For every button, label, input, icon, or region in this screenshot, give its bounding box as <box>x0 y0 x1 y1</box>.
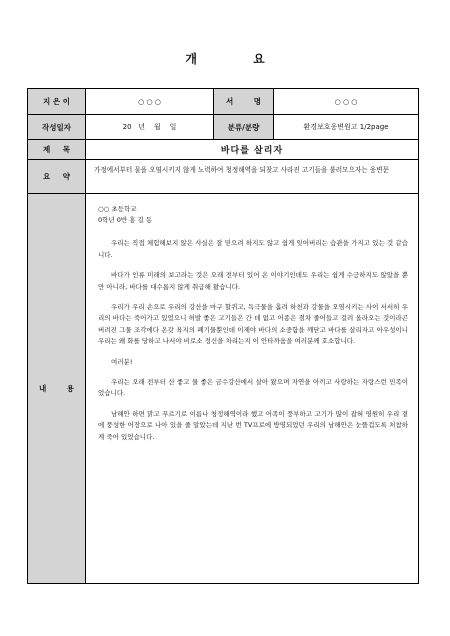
paragraph: 여러분! <box>111 357 133 366</box>
date-value: 20 년 월 일 <box>86 115 214 139</box>
outline-form <box>27 88 419 584</box>
subject-label: 제 목 <box>28 140 86 159</box>
paragraph: 바다가 인류 미래의 보고라는 것은 오래 전부터 있어 온 이야기인데도 우리는 쉽게 수긍하지도 않았을 뿐만 아니라, 바다를 대수롭지 않게 취급해 왔습니다. <box>98 271 408 291</box>
summary-label: 요 약 <box>28 160 86 193</box>
school-name: ○○ 초등학교 <box>98 205 137 213</box>
signature-value: ○ ○ ○ <box>334 97 358 106</box>
paragraph: 남해안 하면 맑고 푸르기로 이름나 청정해역이라 했고 어족이 풍부하고 고기가 많이 잡혀 영원히 우리 곁에 풍성한 어장으로 나아 있을 줄 알았는데 지난 번 TV프로에 방영되었던 우리의 남해안은 눈뜰겁도록 처참하게 죽어 있었습니다. <box>98 410 408 441</box>
paragraph: 우리가 우리 손으로 우리의 강산을 마구 할퀴고, 독극물을 흘려 하천과 강물을 오염시키는 사이 서서히 우리의 바다는 죽어가고 있었으니 허발 좋은 고기들은 간 데 없고 어종은 점차 줄어들고 걸려 올라오는 것이라곤 버려진 그물 조각에다 온갖 육지의 폐기물뿐인데 이제야 바다의 소중함을 깨닫고 바다를 살리자고 아우성이니 우리는 왜 화를 당하고 나서야 비로소 정신을 차리는지 이 안타까움을 여러분께 호소합니다. <box>98 303 408 345</box>
category-label: 분류/분량 <box>214 115 274 139</box>
content-body <box>86 194 418 583</box>
paragraph: 우리는 직접 체험해보지 않은 사실은 잘 믿으려 하지도 않고 쉽게 잊어버리는 습관을 가지고 있는 것 같습니다. <box>98 239 408 259</box>
student-name: 0학년 0반 홍 길 동 <box>98 216 153 225</box>
author-row <box>28 89 418 115</box>
date-label: 작성일자 <box>28 115 86 139</box>
summary-row <box>28 160 418 194</box>
subject-value: 바다를 살리자 <box>220 146 284 156</box>
category-value: 환경보호웅변원고 1/2page <box>303 123 389 131</box>
author-label: 지 은 이 <box>28 89 86 114</box>
paragraph: 우리는 오래 전부터 산 좋고 물 좋은 금수강산에서 살아 왔으며 자연을 아끼고 사랑하는 자랑스런 민족이었습니다. <box>98 378 408 398</box>
author-value: ○ ○ ○ <box>86 89 214 114</box>
signature-label: 서 명 <box>214 89 274 114</box>
date-row <box>28 115 418 140</box>
summary-value: 가정에서부터 물을 오염시키지 않게 노력하여 청정해역을 되찾고 사라진 고기들을 불러모으자는 웅변문 <box>94 166 389 174</box>
content-label: 내 용 <box>28 194 86 583</box>
page-title: 개 요 <box>185 52 291 66</box>
content-row <box>28 194 418 583</box>
subject-row <box>28 140 418 160</box>
